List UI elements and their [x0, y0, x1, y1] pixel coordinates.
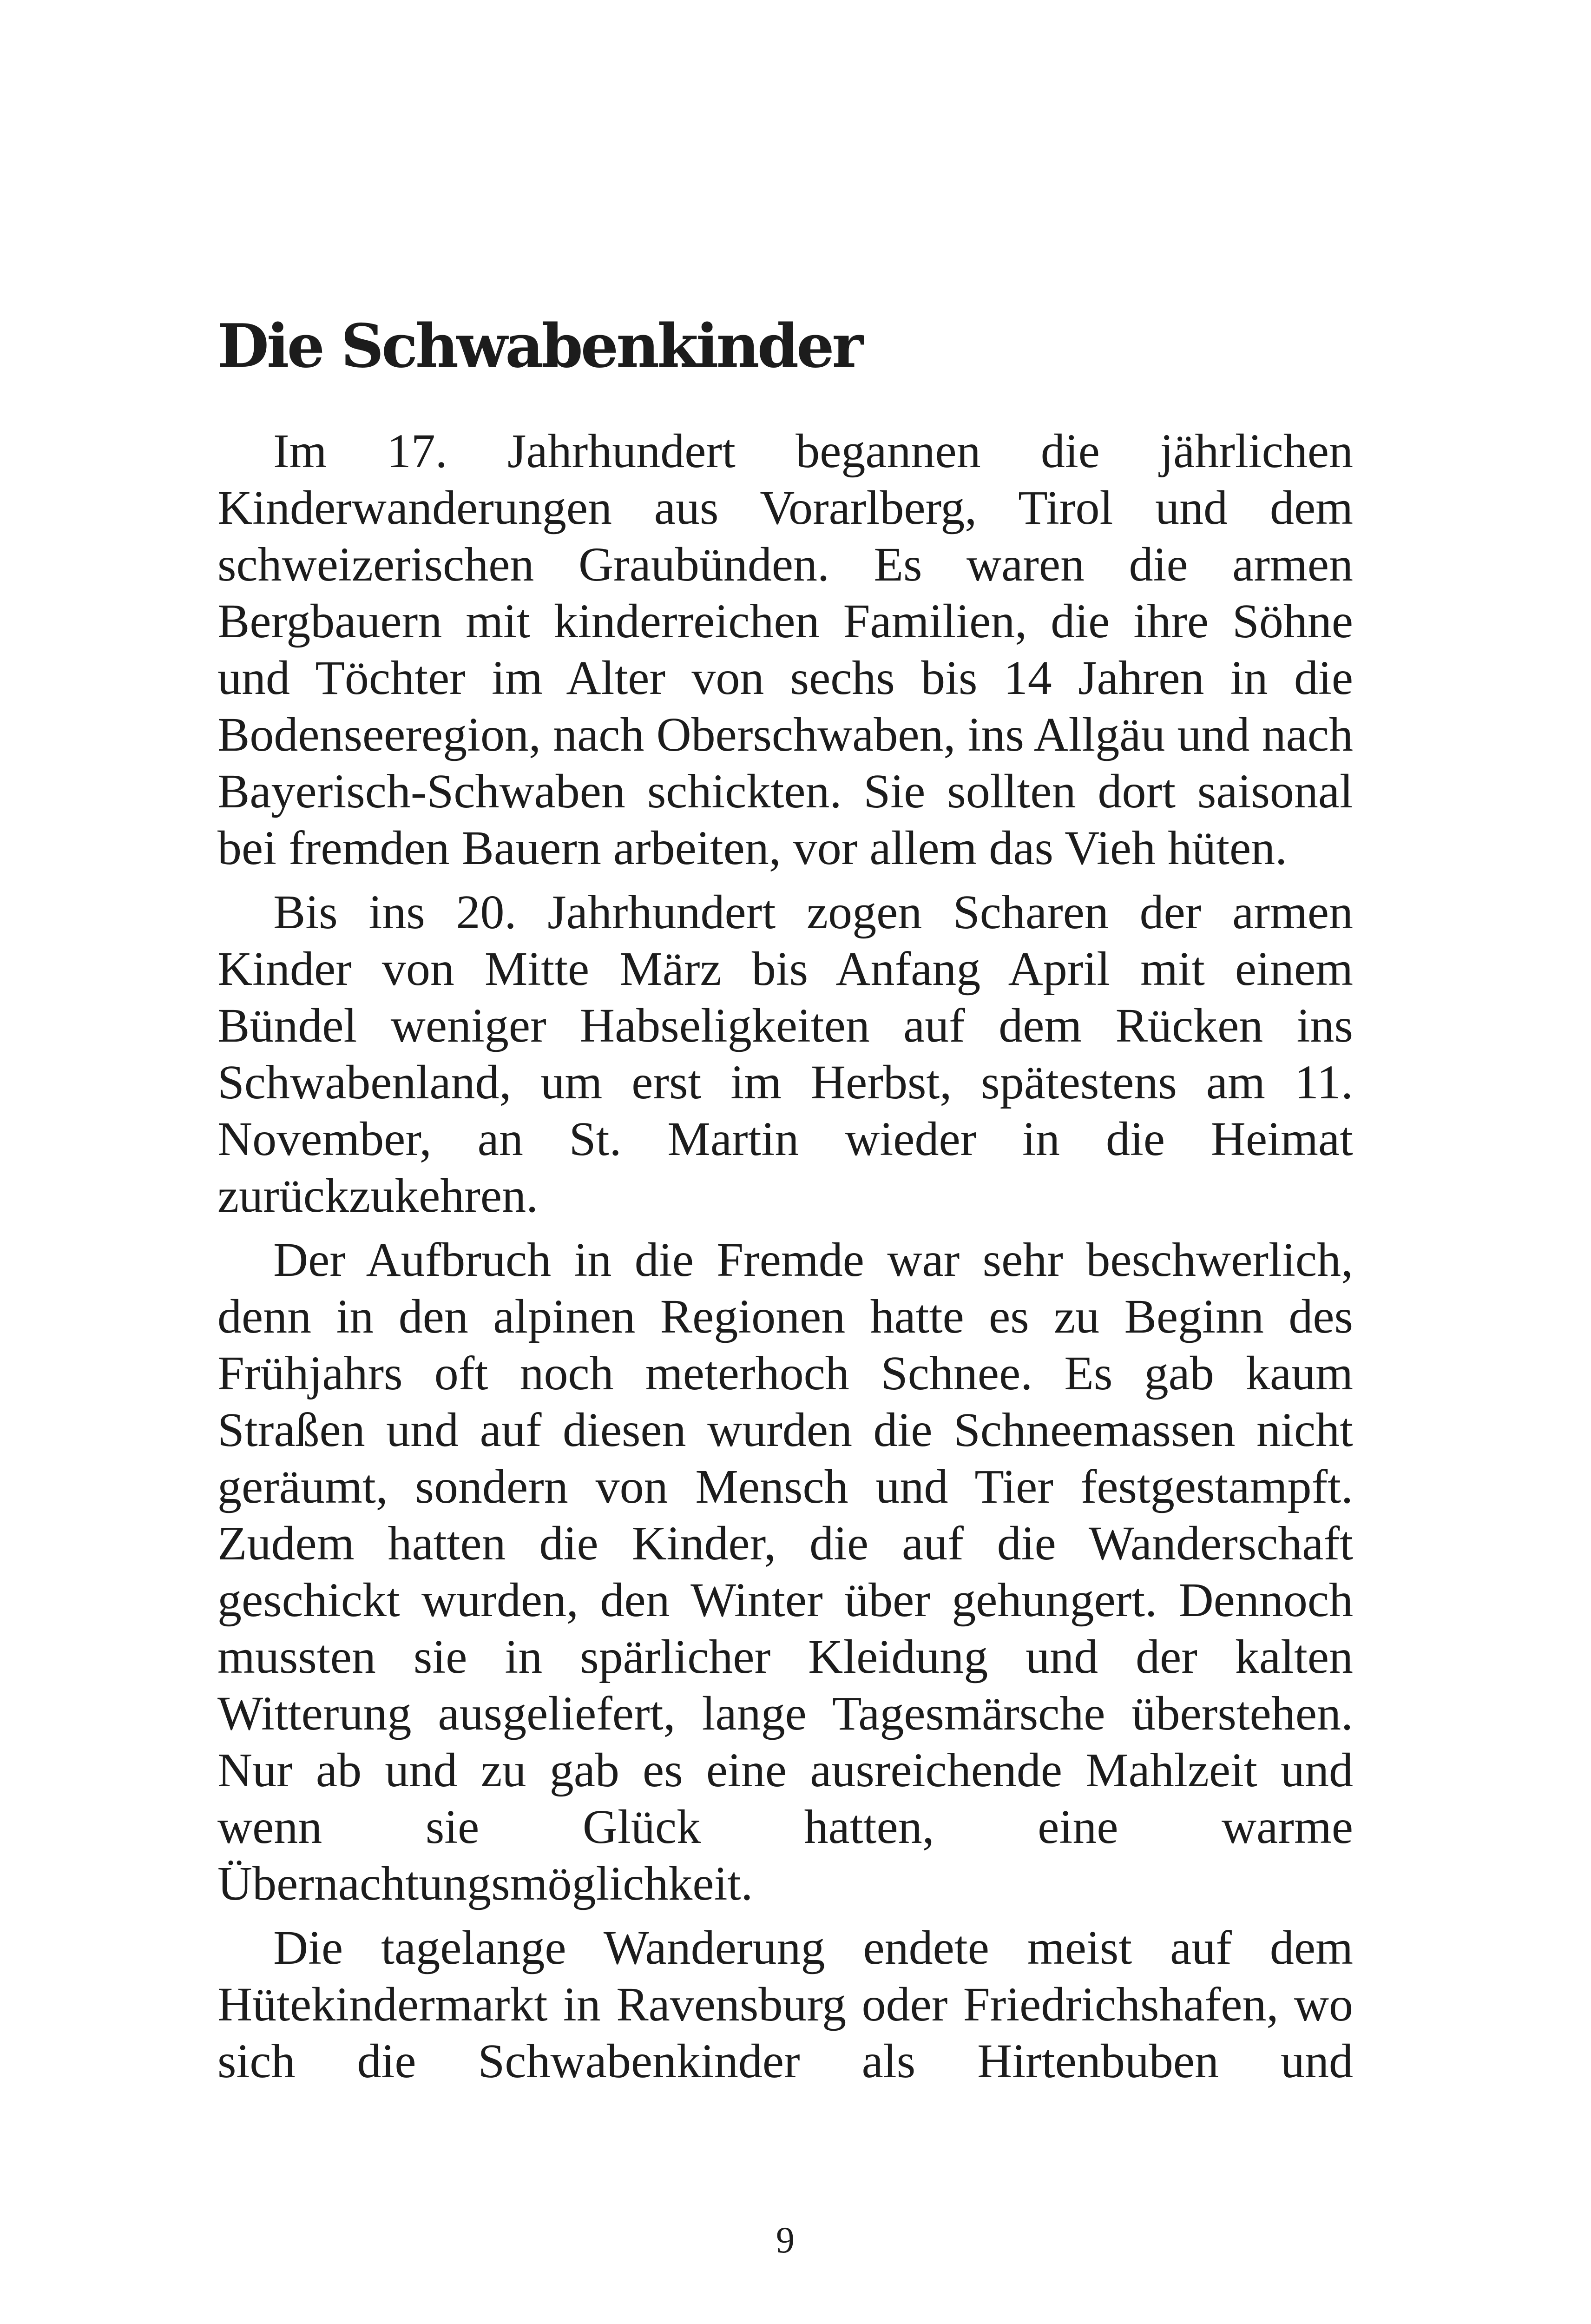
paragraph: Der Aufbruch in die Fremde war sehr beschwerlich, denn in den alpinen Regionen hatte es zu Beginn des Frühjahrs oft noch meterhoch Schnee. Es gab kaum Straßen und auf diesen wurden die Schneemassen nicht geräumt, sondern von Mensch und Tier festgestampft. Zudem hatten die Kinder, die auf die Wanderschaft geschickt wurden, den Winter über gehungert. Dennoch mussten sie in spärlicher Kleidung und der kalten Witterung ausgeliefert, lange Tagesmärsche überstehen. Nur ab und zu gab es eine ausreichende Mahlzeit und wenn sie Glück hatten, eine warme Übernachtungsmöglichkeit.	[217, 1233, 1353, 1910]
paragraph: Im 17. Jahrhundert begannen die jährlichen Kinderwanderungen aus Vorarlberg, Tirol und dem schweizerischen Graubünden. Es waren die armen Bergbauern mit kinderreichen Familien, die ihre Söhne und Töchter im Alter von sechs bis 14 Jahren in die Bodenseeregion, nach Oberschwaben, ins Allgäu und nach Bayerisch-Schwaben schickten. Sie sollten dort saisonal bei fremden Bauern arbeiten, vor allem das Vieh hüten.	[217, 424, 1353, 875]
paragraph: Bis ins 20. Jahrhundert zogen Scharen der armen Kinder von Mitte März bis Anfang April mit einem Bündel weniger Habseligkeiten auf dem Rücken ins Schwabenland, um erst im Herbst, spätestens am 11. November, an St. Martin wieder in die Heimat zurückzukehren.	[217, 885, 1353, 1222]
page-number: 9	[776, 2220, 795, 2261]
body-text	[217, 423, 1353, 2097]
book-page	[217, 0, 1353, 2324]
paragraph: Die tagelange Wanderung endete meist auf dem Hütekindermarkt in Ravensburg oder Friedrichshafen, wo sich die Schwabenkinder als Hirtenbuben und	[217, 1921, 1353, 2088]
chapter-title: Die Schwabenkinder	[217, 311, 861, 381]
